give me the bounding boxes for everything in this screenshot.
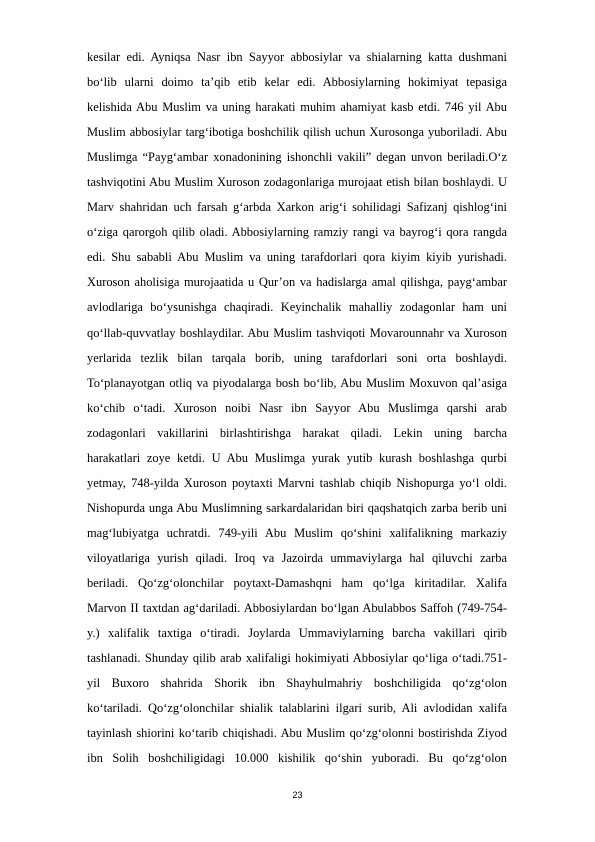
- text-line: Nishopurda unga Abu Muslimning sarkardalaridan biri qaqshatqich zarba berib uni: [87, 500, 507, 515]
- text-line: Xuroson aholisiga murojaatida u Qur’on va hadislarga amal qilishga, payg‘ambar: [87, 275, 507, 290]
- text-line: kesilar edi. Ayniqsa Nasr ibn Sayyor abbosiylar va shialarning katta dushmani: [87, 50, 507, 64]
- text-line: Marvon II taxtdan ag‘dariladi. Abbosiylardan bo‘lgan Abulabbos Saffoh (749-754-: [87, 601, 507, 616]
- text-line: yerlarida tezlik bilan tarqala borib, uning tarafdorlari soni orta boshlaydi.: [87, 350, 507, 365]
- text-line: zodagonlari vakillarini birlashtirishga harakat qiladi. Lekin uning barcha: [87, 425, 507, 440]
- text-line: edi. Shu sababli Abu Muslim va uning tarafdorlari qora kiyim kiyib yurishadi.: [87, 250, 507, 265]
- text-line: beriladi. Qo‘zg‘olonchilar poytaxt-Damashqni ham qo‘lga kiritadilar. Xalifa: [87, 575, 507, 590]
- text-line: ko‘tariladi. Qo‘zg‘olonchilar shialik talablarini ilgari surib, Ali avlodidan xalifa: [87, 701, 507, 716]
- text-line: qo‘llab-quvvatlay boshlaydilar. Abu Muslim tashviqoti Movarounnahr va Xuroson: [87, 325, 507, 340]
- text-line: kelishida Abu Muslim va uning harakati muhim ahamiyat kasb etdi. 746 yil Abu: [87, 100, 507, 115]
- text-line: harakatlari zoye ketdi. U Abu Muslimga yurak yutib kurash boshlashga qurbi: [87, 450, 507, 465]
- text-line: tayinlash shiorini ko‘tarib chiqishadi. Abu Muslim qo‘zg‘olonni bostirishda Ziyod: [87, 726, 507, 741]
- body-text: [87, 45, 507, 771]
- text-line: tashlanadi. Shunday qilib arab xalifaligi hokimiyati Abbosiylar qo‘liga o‘tadi.751-: [87, 651, 507, 666]
- text-line: Muslim abbosiylar targ‘ibotiga boshchilik qilish uchun Xurosonga yuboriladi. Abu: [87, 125, 507, 140]
- text-line: y.) xalifalik taxtiga o‘tiradi. Joylarda Ummaviylarning barcha vakillari qirib: [87, 626, 507, 641]
- text-line: bo‘lib ularni doimo ta’qib etib kelar edi. Abbosiylarning hokimiyat tepasiga: [87, 75, 507, 90]
- text-line: avlodlariga bo‘ysunishga chaqiradi. Keyinchalik mahalliy zodagonlar ham uni: [87, 300, 507, 315]
- text-line: ko‘chib o‘tadi. Xuroson noibi Nasr ibn Sayyor Abu Muslimga qarshi arab: [87, 400, 507, 415]
- text-line: viloyatlariga yurish qiladi. Iroq va Jazoirda ummaviylarga hal qiluvchi zarba: [87, 550, 507, 565]
- text-line: To‘planayotgan otliq va piyodalarga bosh bo‘lib, Abu Muslim Moxuvon qal’asiga: [87, 375, 507, 390]
- text-line: ibn Solih boshchiligidagi 10.000 kishilik qo‘shin yuboradi. Bu qo‘zg‘olon: [87, 751, 507, 766]
- text-line: Marv shahridan uch farsah g‘arbda Xarkon arig‘i sohilidagi Safizanj qishlog‘ini: [87, 200, 507, 215]
- page-number: 23: [292, 790, 303, 800]
- text-line: o‘ziga qarorgoh qilib oladi. Abbosiylarning ramziy rangi va bayrog‘i qora rangda: [87, 225, 507, 240]
- text-line: mag‘lubiyatga uchratdi. 749-yili Abu Muslim qo‘shini xalifalikning markaziy: [87, 525, 507, 540]
- text-line: Muslimga “Payg‘ambar xonadonining ishonchli vakili” degan unvon beriladi.O‘z: [87, 150, 507, 165]
- text-line: yetmay, 748-yilda Xuroson poytaxti Marvni tashlab chiqib Nishopurga yo‘l oldi.: [87, 475, 507, 490]
- text-line: yil Buxoro shahrida Shorik ibn Shayhulmahriy boshchiligida qo‘zg‘olon: [87, 676, 507, 691]
- text-line: tashviqotini Abu Muslim Xuroson zodagonlariga murojaat etish bilan boshlaydi. U: [87, 175, 507, 190]
